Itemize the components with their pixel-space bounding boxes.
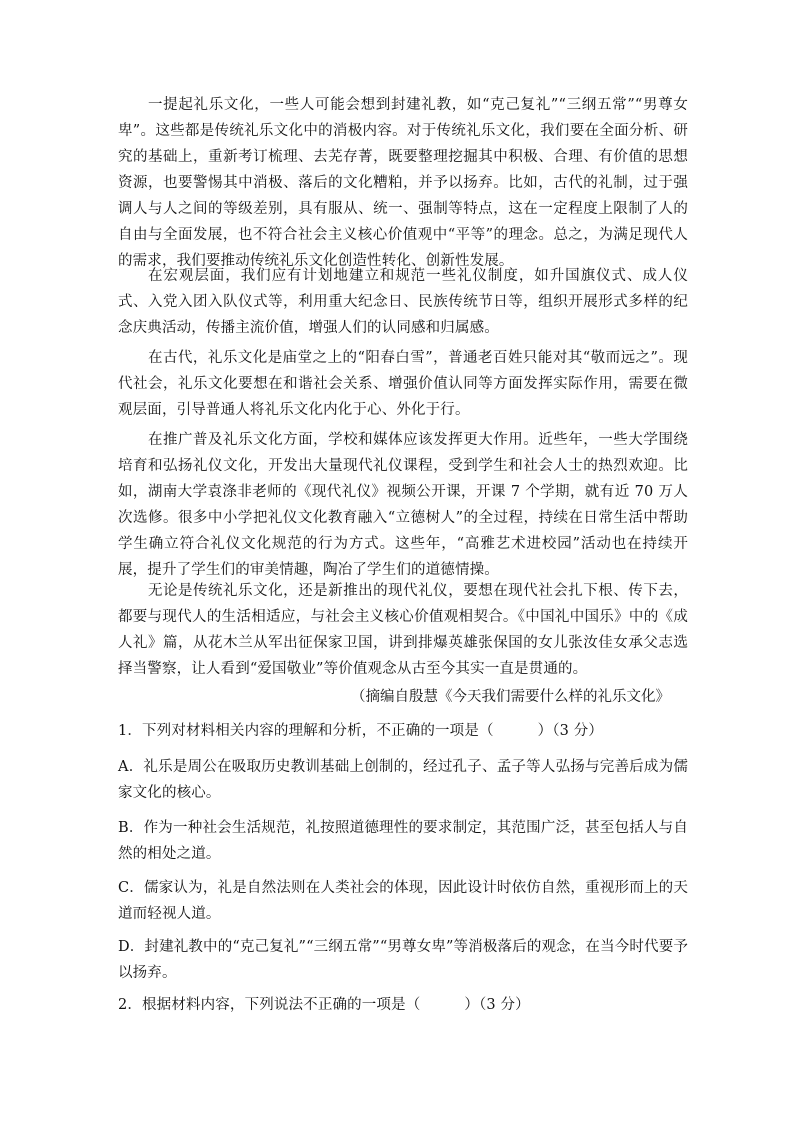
paragraph-5: 无论是传统礼乐文化，还是新推出的现代礼仪，要想在现代社会扎下根、传下去，都要与现代人的生活相适应，与社会主义核心价值观相契合。《中国礼中国乐》中的《成人礼》篇，从花木兰从军出征保家卫国，讲到排爆英雄张保国的女儿张汝佳女承父志选择当警察，让人看到“爱国敬业”等价值观念从古至今其实一直是贯通的。 — [118, 583, 688, 677]
option-d: D．封建礼教中的“克己复礼”“三纲五常”“男尊女卑”等消极落后的观念，在当今时代要予以扬弃。 — [118, 939, 688, 981]
option-a: A．礼乐是周公在吸取历史教训基础上创制的，经过孔子、孟子等人弘扬与完善后成为儒家文化的核心。 — [118, 759, 688, 801]
question-2: 2．根据材料内容，下列说法不正确的一项是（ ）（3 分） — [118, 997, 530, 1013]
option-b: B．作为一种社会生活规范，礼按照道德理性的要求制定，其范围广泛，甚至包括人与自然的相处之道。 — [118, 820, 688, 862]
question-1: 1．下列对材料相关内容的理解和分析，不正确的一项是（ ）（3 分） — [118, 723, 604, 739]
paragraph-2: 在宏观层面，我们应有计划地建立和规范一些礼仪制度，如升国旗仪式、成人仪式、入党入团入队仪式等，利用重大纪念日、民族传统节日等，组织开展形式多样的纪念庆典活动，传播主流价值，增强人们的认同感和归属感。 — [118, 268, 688, 336]
option-c: C．儒家认为，礼是自然法则在人类社会的体现，因此设计时依仿自然，重视形而上的天道而轻视人道。 — [118, 880, 688, 922]
paragraph-4: 在推广普及礼乐文化方面，学校和媒体应该发挥更大作用。近些年，一些大学围绕培育和弘扬礼仪文化，开发出大量现代礼仪课程，受到学生和社会人士的热烈欢迎。比如，湖南大学袁涤非老师的《现代礼仪》视频公开课，开课 7 个学期，就有近 70 万人次选修。很多中小学把礼仪文化教育融入“立德树人”的全过程，持续在日常生活中帮助学生确立符合礼仪文化规范的行为方式。这些年，“高雅艺术进校园”活动也在持续开展，提升了学生们的审美情趣，陶冶了学生们的道德情操。 — [118, 432, 688, 578]
paragraph-1: 一提起礼乐文化，一些人可能会想到封建礼教，如“克己复礼”“三纲五常”“男尊女卑”。这些都是传统礼乐文化中的消极内容。对于传统礼乐文化，我们要在全面分析、研究的基础上，重新考订梳理、去芜存菁，既要整理挖掘其中积极、合理、有价值的思想资源，也要警惕其中消极、落后的文化糟粕，并予以扬弃。比如，古代的礼制，过于强调人与人之间的等级差别，具有服从、统一、强制等特点，这在一定程度上限制了人的自由与全面发展，也不符合社会主义核心价值观中“平等”的理念。总之，为满足现代人的需求，我们要推动传统礼乐文化创造性转化、创新性发展。 — [118, 97, 688, 269]
source-citation: （摘编自殷慧《今天我们需要什么样的礼乐文化》 — [351, 689, 670, 705]
paragraph-3: 在古代，礼乐文化是庙堂之上的“阳春白雪”，普通老百姓只能对其“敬而远之”。现代社会，礼乐文化要想在和谐社会关系、增强价值认同等方面发挥实际作用，需要在微观层面，引导普通人将礼乐文化内化于心、外化于行。 — [118, 350, 688, 418]
